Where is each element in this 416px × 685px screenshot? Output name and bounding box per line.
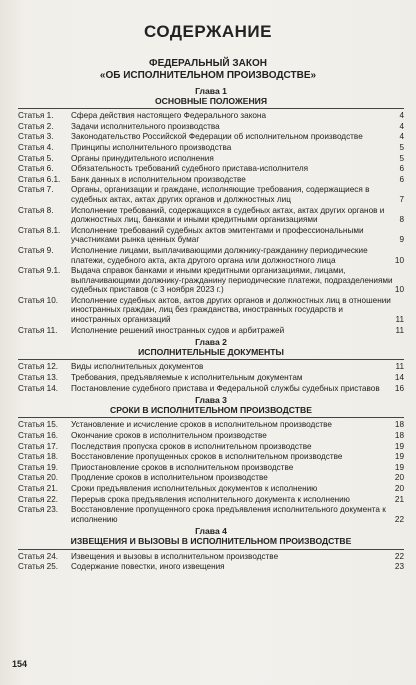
law-heading-line1: ФЕДЕРАЛЬНЫЙ ЗАКОН bbox=[149, 58, 267, 69]
toc-entry bbox=[18, 111, 404, 121]
toc-entry bbox=[18, 132, 404, 142]
article-label: Статья 3. bbox=[18, 132, 54, 142]
article-page: 21 bbox=[394, 494, 404, 504]
toc-entry bbox=[18, 562, 404, 572]
toc-entry bbox=[18, 326, 404, 336]
toc-entry bbox=[18, 185, 404, 204]
chapter-number: Глава 1 bbox=[195, 86, 227, 96]
article-page: 7 bbox=[399, 194, 404, 204]
article-label: Статья 5. bbox=[18, 153, 54, 163]
chapter-title: ОСНОВНЫЕ ПОЛОЖЕНИЯ bbox=[18, 97, 404, 110]
article-label: Статья 7. bbox=[18, 185, 54, 195]
article-label: Статья 8. bbox=[18, 205, 54, 215]
article-page: 4 bbox=[399, 121, 404, 131]
toc-entry bbox=[18, 362, 404, 372]
article-page: 10 bbox=[394, 255, 404, 265]
article-label: Статья 9.1. bbox=[18, 266, 61, 276]
article-title: Установление и исчисление сроков в исполнительном производстве bbox=[71, 420, 332, 430]
article-title: Сфера действия настоящего Федерального закона bbox=[71, 111, 267, 121]
page-number: 154 bbox=[12, 659, 28, 669]
chapter-title: ИЗВЕЩЕНИЯ И ВЫЗОВЫ В ИСПОЛНИТЕЛЬНОМ ПРОИЗВОДСТВЕ bbox=[18, 537, 404, 550]
article-page: 10 bbox=[394, 285, 404, 295]
toc-entry bbox=[18, 296, 404, 325]
article-page: 6 bbox=[399, 164, 404, 174]
article-title: Законодательство Российской Федерации об исполнительном производстве bbox=[71, 132, 363, 142]
article-label: Статья 25. bbox=[18, 562, 59, 572]
article-title: Последствия пропуска сроков в исполнительном производстве bbox=[71, 441, 312, 451]
chapter-section bbox=[18, 396, 404, 524]
article-title: Приостановление сроков в исполнительном производстве bbox=[71, 462, 294, 472]
chapter-title: ИСПОЛНИТЕЛЬНЫЕ ДОКУМЕНТЫ bbox=[18, 348, 404, 361]
article-page: 4 bbox=[399, 132, 404, 142]
article-title: Содержание повестки, иного извещения bbox=[71, 562, 225, 572]
article-label: Статья 12. bbox=[18, 362, 59, 372]
article-page: 4 bbox=[399, 111, 404, 121]
toc-entry bbox=[18, 384, 404, 394]
article-page: 16 bbox=[394, 383, 404, 393]
toc-entry bbox=[18, 552, 404, 562]
article-title: Требования, предъявляемые к исполнительным документам bbox=[71, 373, 303, 383]
article-page: 18 bbox=[394, 420, 404, 430]
chapter-number: Глава 3 bbox=[195, 395, 227, 406]
article-label: Статья 17. bbox=[18, 441, 59, 451]
article-label: Статья 1. bbox=[18, 111, 54, 121]
toc-entry bbox=[18, 164, 404, 174]
article-title: Восстановление пропущенных сроков в исполнительном производстве bbox=[71, 452, 343, 462]
article-label: Статья 21. bbox=[18, 483, 59, 493]
toc-entry bbox=[18, 431, 404, 441]
article-title: Исполнение лицами, выплачивающими должнику-гражданину периодические платежи, судебного акта, акта другого органа или должностного лица bbox=[71, 245, 368, 265]
toc-entry bbox=[18, 206, 404, 225]
article-title: Восстановление пропущенного срока предъявления исполнительного документа к исполнению bbox=[71, 505, 386, 524]
toc-entry bbox=[18, 226, 404, 245]
law-heading bbox=[0, 58, 416, 82]
article-title: Исполнение решений иностранных судов и арбитражей bbox=[71, 325, 285, 335]
article-title: Органы принудительного исполнения bbox=[71, 153, 214, 163]
article-page: 22 bbox=[394, 514, 404, 524]
article-label: Статья 6. bbox=[18, 164, 54, 174]
toc-entry bbox=[18, 175, 404, 185]
article-label: Статья 23. bbox=[18, 505, 59, 515]
toc-entry bbox=[18, 143, 404, 153]
article-label: Статья 24. bbox=[18, 551, 59, 561]
article-page: 11 bbox=[395, 325, 404, 335]
article-page: 8 bbox=[399, 215, 404, 225]
toc-entry bbox=[18, 246, 404, 265]
article-page: 20 bbox=[394, 473, 404, 483]
article-label: Статья 4. bbox=[18, 142, 54, 152]
article-page: 19 bbox=[394, 452, 404, 462]
chapter-number: Глава 4 bbox=[195, 526, 227, 537]
toc-entry bbox=[18, 266, 404, 295]
article-label: Статья 2. bbox=[18, 121, 54, 131]
article-title: Исполнение требований судебных актов эмитентами и профессиональными участниками рынка ценных бумаг bbox=[71, 225, 364, 245]
article-label: Статья 14. bbox=[18, 383, 59, 393]
article-label: Статья 15. bbox=[18, 420, 59, 430]
toc-entry bbox=[18, 154, 404, 164]
article-page: 9 bbox=[399, 235, 404, 245]
article-title: Выдача справок банками и иными кредитными организациями, лицами, выплачивающими должнику-гражданину периодические платежи, подразделениями судебных приставов (с 3 ноября 2023 г.) bbox=[71, 266, 393, 295]
article-page: 23 bbox=[394, 562, 404, 572]
toc-entry bbox=[18, 463, 404, 473]
article-title: Виды исполнительных документов bbox=[71, 362, 204, 372]
article-page: 19 bbox=[394, 462, 404, 472]
article-title: Постановление судебного пристава и Федеральной службы судебных приставов bbox=[71, 383, 380, 393]
article-page: 14 bbox=[394, 373, 404, 383]
article-title: Окончание сроков в исполнительном производстве bbox=[71, 431, 267, 440]
article-title: Перерыв срока предъявления исполнительного документа к исполнению bbox=[71, 494, 350, 504]
article-title: Сроки предъявления исполнительных документов к исполнению bbox=[71, 483, 318, 493]
article-label: Статья 20. bbox=[18, 473, 59, 483]
article-page: 18 bbox=[394, 431, 404, 440]
article-label: Статья 10. bbox=[18, 295, 59, 305]
article-title: Исполнение требований, содержащихся в судебных актах, актах других органов и должностных лиц, банками и иными кредитными организациями bbox=[71, 205, 385, 225]
article-title: Обязательность требований судебного пристава-исполнителя bbox=[71, 164, 309, 174]
toc-entry bbox=[18, 442, 404, 452]
chapter-title: СРОКИ В ИСПОЛНИТЕЛЬНОМ ПРОИЗВОДСТВЕ bbox=[18, 406, 404, 419]
toc-entry bbox=[18, 373, 404, 383]
toc-entry bbox=[18, 420, 404, 430]
chapter-section bbox=[18, 527, 404, 571]
law-heading-line2: «ОБ ИСПОЛНИТЕЛЬНОМ ПРОИЗВОДСТВЕ» bbox=[99, 70, 317, 81]
article-page: 11 bbox=[395, 362, 404, 372]
article-label: Статья 19. bbox=[18, 462, 59, 472]
chapter-section bbox=[18, 87, 404, 335]
article-title: Органы, организации и граждане, исполняющие требования, содержащиеся в судебных актах, актах других органов и должностных лиц bbox=[71, 185, 370, 204]
article-page: 22 bbox=[394, 551, 404, 561]
chapter-section bbox=[18, 338, 404, 393]
article-page: 5 bbox=[399, 153, 404, 163]
article-title: Извещения и вызовы в исполнительном производстве bbox=[71, 551, 279, 561]
chapter-number: Глава 2 bbox=[195, 337, 227, 348]
toc-entry bbox=[18, 495, 404, 505]
article-title: Принципы исполнительного производства bbox=[71, 142, 232, 152]
article-title: Исполнение судебных актов, актов других органов и должностных лиц в отношении иностранных граждан, лиц без гражданства, иностранных государств и иностранных организаций bbox=[71, 295, 391, 325]
toc-entry bbox=[18, 505, 404, 524]
toc-entry bbox=[18, 452, 404, 462]
article-page: 19 bbox=[394, 441, 404, 451]
article-label: Статья 6.1. bbox=[18, 174, 61, 184]
article-title: Задачи исполнительного производства bbox=[71, 121, 220, 131]
article-title: Банк данных в исполнительном производстве bbox=[71, 174, 246, 184]
page-title: СОДЕРЖАНИЕ bbox=[144, 22, 272, 41]
toc-entry bbox=[18, 473, 404, 483]
article-page: 20 bbox=[394, 483, 404, 493]
article-label: Статья 22. bbox=[18, 494, 59, 504]
article-label: Статья 18. bbox=[18, 452, 59, 462]
article-page: 11 bbox=[395, 315, 404, 325]
article-page: 6 bbox=[399, 174, 404, 184]
article-label: Статья 8.1. bbox=[18, 225, 61, 235]
article-page: 5 bbox=[399, 142, 404, 152]
article-label: Статья 9. bbox=[18, 245, 54, 255]
table-of-contents bbox=[18, 84, 404, 573]
article-label: Статья 11. bbox=[18, 325, 58, 335]
toc-entry bbox=[18, 484, 404, 494]
article-title: Продление сроков в исполнительном производстве bbox=[71, 473, 268, 483]
article-label: Статья 16. bbox=[18, 431, 59, 440]
toc-entry bbox=[18, 122, 404, 132]
article-label: Статья 13. bbox=[18, 373, 59, 383]
